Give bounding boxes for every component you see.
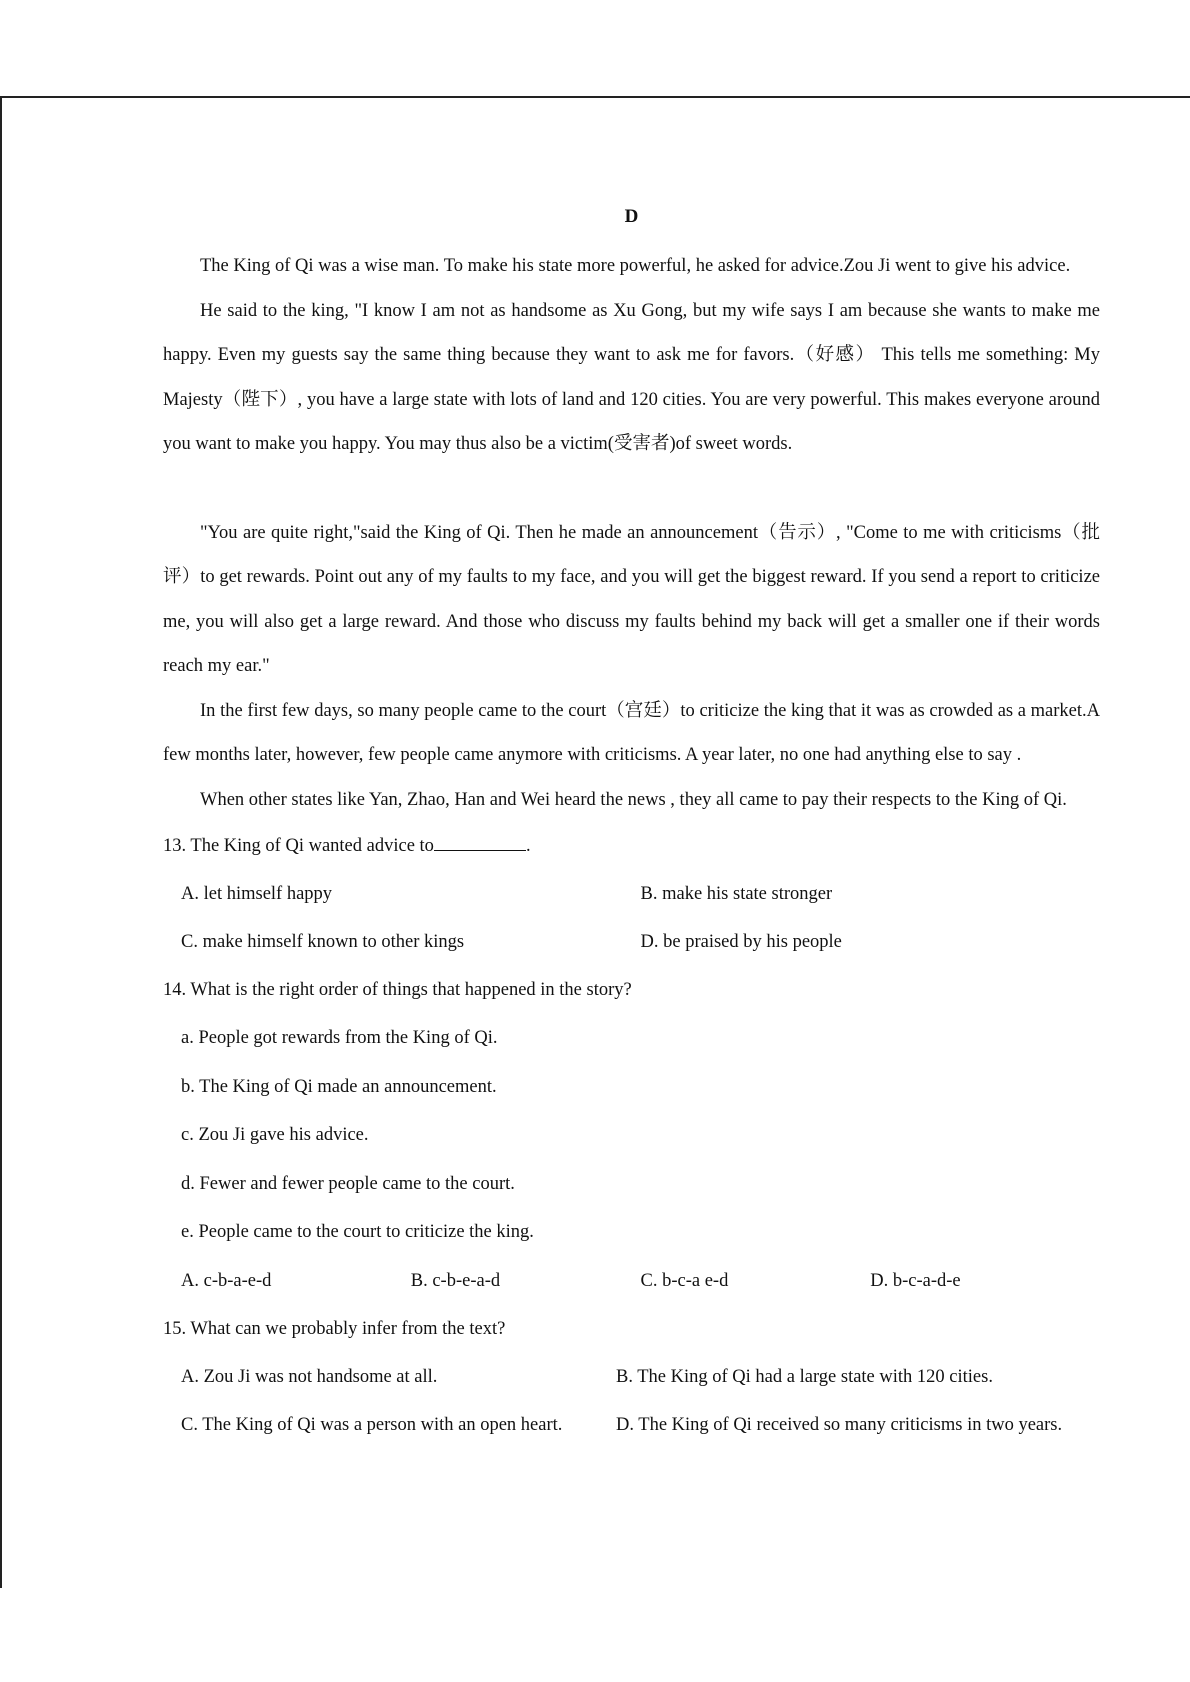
- question-14-option-d: D. b-c-a-d-e: [870, 1270, 961, 1291]
- question-13-option-b: B. make his state stronger: [640, 884, 833, 904]
- question-13-option-c: C. make himself known to other kings: [181, 932, 465, 952]
- document-page: [163, 204, 1100, 1449]
- question-13-option-d: D. be praised by his people: [640, 932, 842, 952]
- question-13-stem-end: .: [525, 836, 531, 856]
- passage-paragraph-3: "You are quite right,"said the King of Qi. Then he made an announcement（告示）, "Come to me with criticisms（批评）to get rewards. Point out any of my faults to my face, and you will get the biggest reward. If you send a report to criticize me, you will also get a large reward. And those who discuss my faults behind my back will get a smaller one if their words reach my ear.": [163, 522, 1100, 676]
- question-14-steps: [163, 1014, 1100, 1257]
- question-15-option-d: D. The King of Qi received so many criticisms in two years.: [616, 1414, 1063, 1435]
- question-13-stem: [163, 822, 1100, 870]
- paragraph-gap: [163, 467, 1100, 511]
- question-14-step-e: e. People came to the court to criticize the king.: [181, 1222, 534, 1242]
- question-13-option-a: A. let himself happy: [181, 884, 333, 904]
- question-14-option-a: A. c-b-a-e-d: [181, 1270, 272, 1291]
- question-14-option-b: B. c-b-e-a-d: [410, 1270, 501, 1291]
- question-15-options-row-2: [163, 1401, 1100, 1449]
- question-14-options: [163, 1257, 1100, 1305]
- question-14-stem: 14. What is the right order of things that happened in the story?: [163, 980, 632, 1000]
- question-13-options-row-2: [163, 918, 1100, 966]
- question-15-option-b: B. The King of Qi had a large state with 120 cities.: [616, 1366, 993, 1387]
- question-13-stem-text: 13. The King of Qi wanted advice to: [163, 836, 434, 856]
- question-14-step-c: c. Zou Ji gave his advice.: [181, 1125, 369, 1145]
- question-14-step-b: b. The King of Qi made an announcement.: [181, 1076, 497, 1097]
- question-14-step-d: d. Fewer and fewer people came to the court.: [181, 1173, 515, 1194]
- passage-paragraph-2: He said to the king, "I know I am not as handsome as Xu Gong, but my wife says I am because she wants to make me happy. Even my guests say the same thing because they want to ask me for favors.（好感） This tells me something: My Majesty（陛下）, you have a large state with lots of land and 120 cities. You are very powerful. This makes everyone around you want to make you happy. You may thus also be a victim(受害者)of sweet words.: [163, 300, 1100, 454]
- passage-paragraph-4: In the first few days, so many people came to the court（宫廷）to criticize the king that it was as crowded as a market.A few months later, however, few people came anymore with criticisms. A year later, no one had anything else to say .: [163, 700, 1100, 765]
- passage-title: D: [624, 206, 639, 227]
- question-15-option-c: C. The King of Qi was a person with an open heart.: [181, 1414, 563, 1435]
- answer-blank: [434, 832, 526, 852]
- question-15-options-row-1: [163, 1353, 1100, 1401]
- passage-paragraph-5: When other states like Yan, Zhao, Han and Wei heard the news , they all came to pay their respects to the King of Qi.: [200, 789, 1067, 810]
- passage-paragraph-1: The King of Qi was a wise man. To make his state more powerful, he asked for advice.Zou Ji went to give his advice.: [200, 256, 1071, 276]
- question-13-options-row-1: [163, 870, 1100, 918]
- question-15-option-a: A. Zou Ji was not handsome at all.: [181, 1366, 438, 1387]
- question-15-stem: 15. What can we probably infer from the text?: [163, 1318, 506, 1339]
- question-14-option-c: C. b-c-a e-d: [640, 1270, 729, 1291]
- question-14-step-a: a. People got rewards from the King of Qi.: [181, 1028, 498, 1048]
